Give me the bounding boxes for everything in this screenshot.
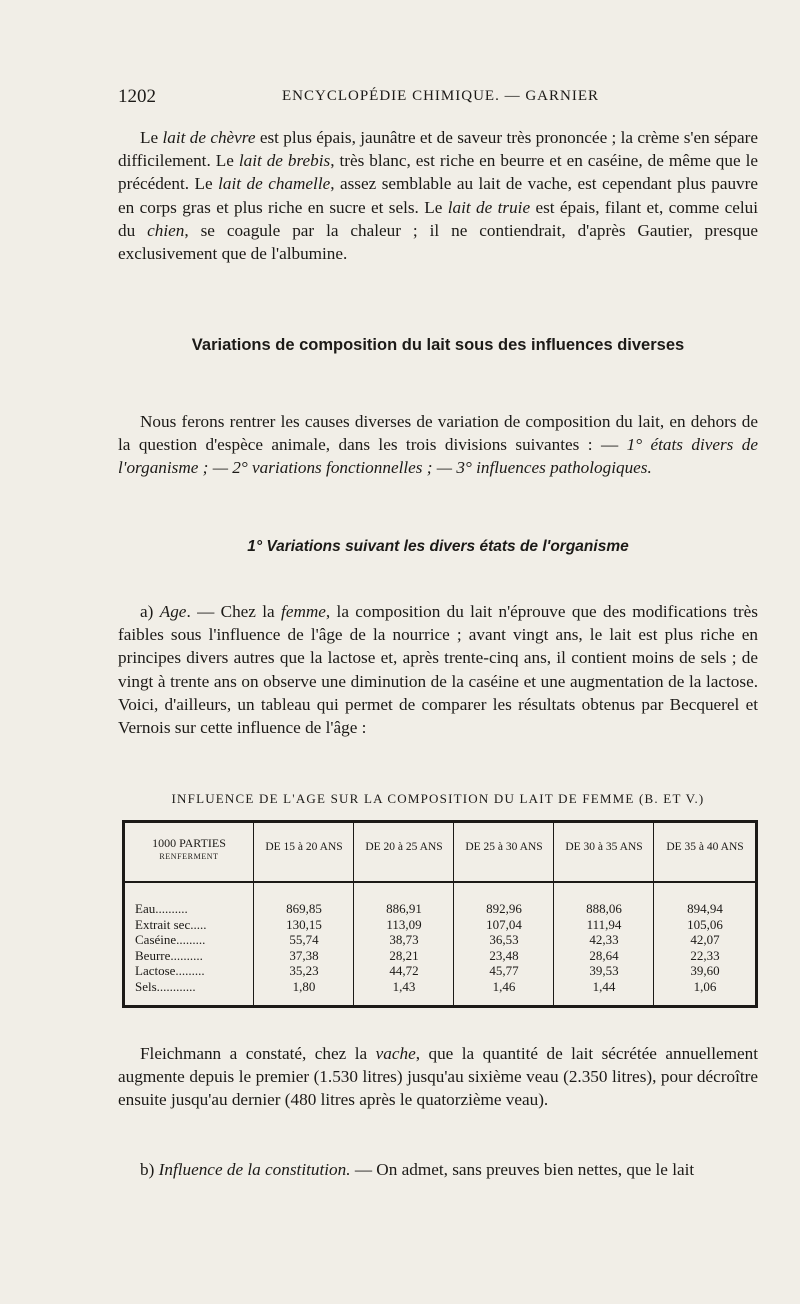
table-cell: 869,85 (286, 901, 322, 916)
age-paragraph (118, 600, 758, 739)
table-column-20-25 (353, 823, 454, 1005)
table-cell: 45,77 (489, 963, 519, 978)
table-cell: 23,48 (489, 947, 519, 963)
table-cell: 1,80 (292, 978, 316, 994)
table-cell: 35,23 (289, 963, 319, 978)
table-corner-line2: RENFERMENT (159, 852, 219, 861)
table-column-header: DE 30 à 35 ANS (565, 841, 643, 853)
table-cell: 1,44 (592, 978, 616, 994)
table-cell: 1,46 (492, 978, 516, 994)
table-title: INFLUENCE DE L'AGE SUR LA COMPOSITION DU LAIT DE FEMME (B. ET V.) (171, 791, 705, 806)
age-text: a) Age. — Chez la femme, la composition du lait n'éprouve que des modifications très faibles sous l'influence de l'âge de la nourrice ; avant vingt ans, le lait est plus riche en principes divers autres que la lactose et, après trente-cinq ans, il contient moins de sels ; de vingt à trente ans on observe une diminution de la caséine et une augmentation de la lactose. Voici, d'ailleurs, un tableau qui permet de comparer les résultats obtenus par Becquerel et Vernois sur cette influence de l'âge : (118, 602, 758, 738)
composition-table (122, 820, 758, 1008)
table-row-label: Sels............ (135, 978, 196, 994)
causes-paragraph (118, 410, 758, 480)
table-row-label: Lactose......... (135, 963, 205, 978)
table-row-label: Eau.......... (135, 901, 188, 916)
table-cell: 28,21 (389, 947, 419, 963)
section-heading: Variations de composition du lait sous des influences diverses (191, 336, 685, 354)
table-cell: 28,64 (589, 947, 619, 963)
table-cell: 39,53 (589, 963, 619, 978)
table-cell: 892,96 (486, 901, 522, 916)
table-cell: 130,15 (286, 916, 322, 932)
table-cell: 38,73 (389, 932, 419, 947)
table-column-header: DE 35 à 40 ANS (666, 841, 744, 853)
subsection-heading: 1° Variations suivant les divers états de l'organisme (247, 538, 629, 555)
constitution-text: b) Influence de la constitution. — On admet, sans preuves bien nettes, que le lait (140, 1160, 695, 1179)
table-column-header: DE 15 à 20 ANS (265, 841, 343, 853)
table-row-label: Extrait sec..... (135, 916, 207, 932)
constitution-paragraph (118, 1158, 758, 1181)
table-cell: 894,94 (687, 901, 723, 916)
table-cell: 36,53 (489, 932, 519, 947)
intro-text: Le lait de chèvre est plus épais, jaunâtre et de saveur très prononcée ; la crème s'en sépare difficilement. Le lait de brebis, très blanc, est riche en beurre et en caséine, de même que le précédent. Le lait de chamelle, assez semblable au lait de vache, est cependant plus pauvre en corps gras et plus riche en sucre et sels. Le lait de truie est épais, filant et, comme celui du chien, se coagule par la chaleur ; il ne contiendrait, d'après Gautier, presque exclusivement que de l'albumine. (118, 128, 758, 264)
table-cell: 22,33 (690, 947, 720, 963)
table-cell: 886,91 (386, 901, 422, 916)
table-column-header: DE 25 à 30 ANS (465, 841, 543, 853)
table-row-label: Caséine......... (135, 932, 206, 947)
table-cell: 107,04 (486, 916, 522, 932)
table-cell: 42,07 (690, 932, 720, 947)
table-column-30-35 (553, 823, 654, 1005)
intro-paragraph (118, 126, 758, 265)
running-title: ENCYCLOPÉDIE CHIMIQUE. — GARNIER (282, 88, 599, 104)
table-column-35-40 (653, 823, 756, 1005)
table-column-15-20 (253, 823, 354, 1005)
table-column-header: DE 20 à 25 ANS (365, 841, 443, 853)
table-column-labels (125, 823, 253, 1005)
table-cell: 42,33 (589, 932, 619, 947)
table-column-25-30 (453, 823, 554, 1005)
table-cell: 1,06 (693, 978, 717, 994)
page-number: 1202 (118, 86, 156, 107)
fleichmann-paragraph (118, 1042, 758, 1112)
table-cell: 37,38 (289, 947, 319, 963)
table-cell: 111,94 (586, 916, 622, 932)
table-cell: 55,74 (289, 932, 319, 947)
table-cell: 39,60 (690, 963, 720, 978)
table-cell: 1,43 (392, 978, 416, 994)
table-corner-line1: 1000 PARTIES (152, 836, 226, 850)
page-header (118, 84, 758, 112)
table-cell: 113,09 (386, 916, 422, 932)
table-cell: 44,72 (389, 963, 419, 978)
fleichmann-text: Fleichmann a constaté, chez la vache, que la quantité de lait sécrétée annuellement augmente depuis le premier (1.530 litres) jusqu'au sixième veau (2.350 litres), pour décroître ensuite jusqu'au dernier (480 litres après le quatorzième veau). (118, 1044, 758, 1110)
table-cell: 888,06 (586, 901, 622, 916)
causes-text: Nous ferons rentrer les causes diverses de variation de composition du lait, en dehors de la question d'espèce animale, dans les trois divisions suivantes : — 1° états divers de l'organisme ; — 2° variations fonctionnelles ; — 3° influences pathologiques. (118, 412, 759, 478)
table-cell: 105,06 (687, 916, 723, 932)
table-row-label: Beurre.......... (135, 947, 203, 963)
